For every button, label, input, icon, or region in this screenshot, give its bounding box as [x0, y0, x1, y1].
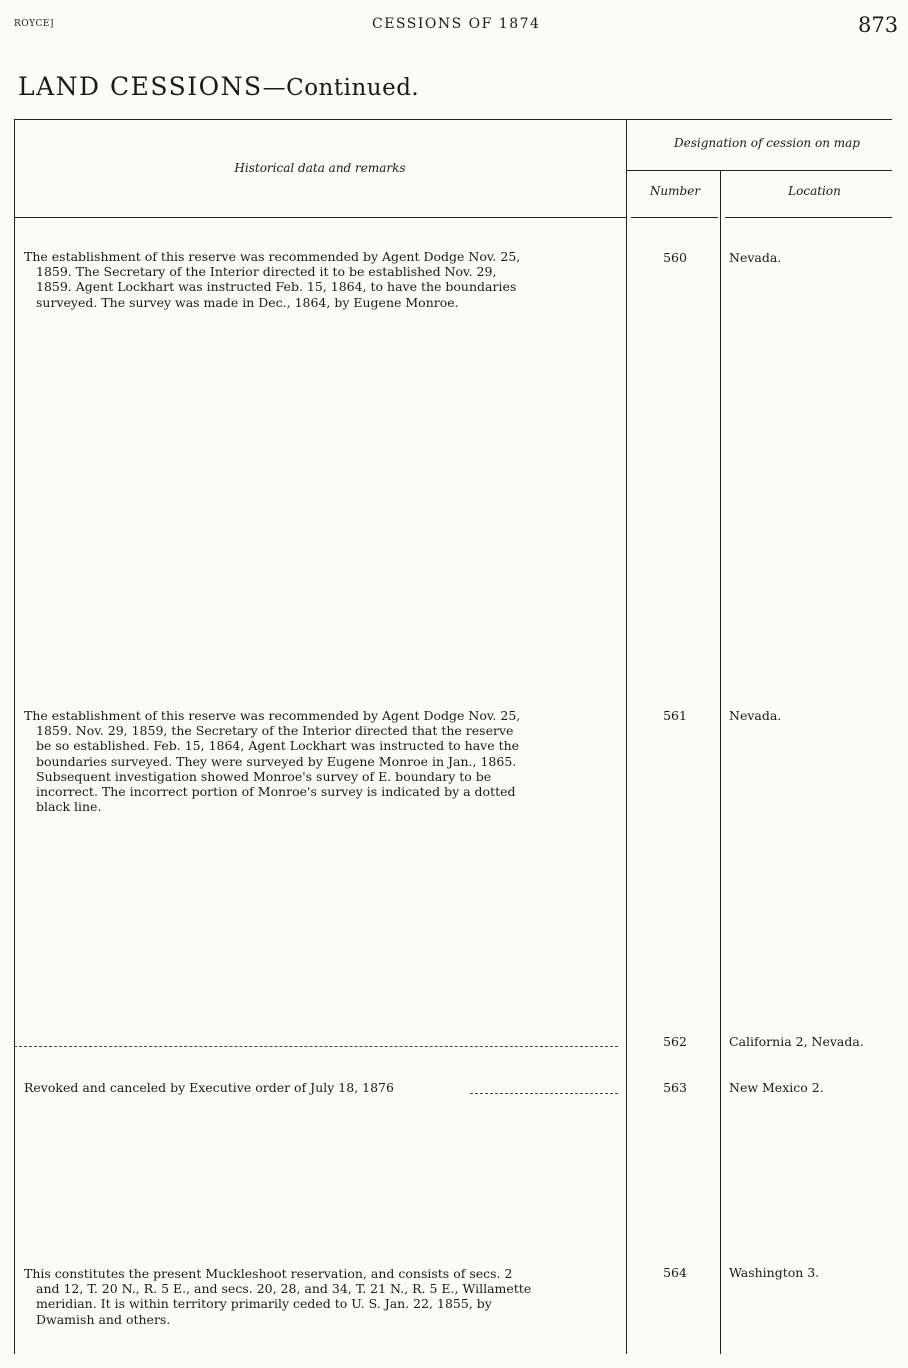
header-bottom-rule-number — [631, 217, 718, 218]
remark-line: 1859. The Secretary of the Interior directed it to be established Nov. 29, — [36, 264, 497, 280]
remark-line: 1859. Agent Lockhart was instructed Feb. 15, 1864, to have the boundaries — [36, 279, 517, 295]
remark-line: Revoked and canceled by Executive order of July 18, 1876 — [24, 1080, 394, 1095]
dotted-leader — [14, 1046, 618, 1047]
designation-header-rule — [627, 170, 892, 171]
cession-location: New Mexico 2. — [729, 1080, 824, 1095]
cession-location: California 2, Nevada. — [729, 1034, 864, 1049]
running-head-title: CESSIONS OF 1874 — [372, 16, 541, 32]
cession-location: Washington 3. — [729, 1265, 820, 1280]
header-bottom-rule-location — [725, 217, 892, 218]
remark-line: The establishment of this reserve was recommended by Agent Dodge Nov. 25, — [24, 708, 521, 723]
remark-line: incorrect. The incorrect portion of Monroe's survey is indicated by a dotted — [36, 784, 516, 800]
remark-line: Dwamish and others. — [36, 1311, 171, 1327]
table-left-rule — [14, 119, 15, 1354]
remarks-column-rule — [626, 119, 627, 1354]
remark-line: The establishment of this reserve was recommended by Agent Dodge Nov. 25, — [24, 249, 521, 264]
remark-line: surveyed. The survey was made in Dec., 1864, by Eugene Monroe. — [36, 294, 459, 310]
table-row-remark — [24, 1266, 618, 1327]
remark-line: black line. — [36, 799, 102, 815]
cession-number: 563 — [663, 1080, 687, 1095]
section-title — [18, 72, 419, 101]
running-head-author: ROYCE] — [14, 19, 54, 29]
cession-number: 562 — [663, 1034, 687, 1049]
section-title-main: LAND CESSIONS — [18, 72, 263, 101]
header-bottom-rule-left — [14, 217, 626, 218]
designation-header: Designation of cession on map — [674, 136, 860, 150]
remark-line: Subsequent investigation showed Monroe's survey of E. boundary to be — [36, 768, 492, 784]
number-column-rule — [720, 170, 721, 1354]
page-number: 873 — [858, 13, 899, 37]
table-top-rule — [14, 119, 892, 120]
cession-number: 560 — [663, 250, 687, 265]
table-row-remark — [24, 1080, 464, 1095]
remark-line: This constitutes the present Muckleshoot reservation, and consists of secs. 2 — [24, 1266, 513, 1281]
remark-line: meridian. It is within territory primarily ceded to U. S. Jan. 22, 1855, by — [36, 1296, 492, 1312]
table-row-remark — [24, 249, 618, 310]
remark-line: 1859. Nov. 29, 1859, the Secretary of the Interior directed that the reserve — [36, 723, 514, 739]
cession-number: 564 — [663, 1265, 687, 1280]
cession-location: Nevada. — [729, 250, 782, 265]
remark-line: boundaries surveyed. They were surveyed by Eugene Monroe in Jan., 1865. — [36, 753, 517, 769]
remark-line: be so established. Feb. 15, 1864, Agent Lockhart was instructed to have the — [36, 738, 520, 754]
cession-location: Nevada. — [729, 708, 782, 723]
cession-number: 561 — [663, 708, 687, 723]
historical-header: Historical data and remarks — [234, 161, 406, 175]
number-header: Number — [649, 184, 701, 198]
dotted-leader — [470, 1093, 618, 1094]
remark-line: and 12, T. 20 N., R. 5 E., and secs. 20, 28, and 34, T. 21 N., R. 5 E., Willamette — [36, 1281, 532, 1297]
table-row-remark — [24, 708, 618, 814]
location-header: Location — [788, 184, 841, 198]
section-title-continued: —Continued. — [262, 75, 420, 101]
